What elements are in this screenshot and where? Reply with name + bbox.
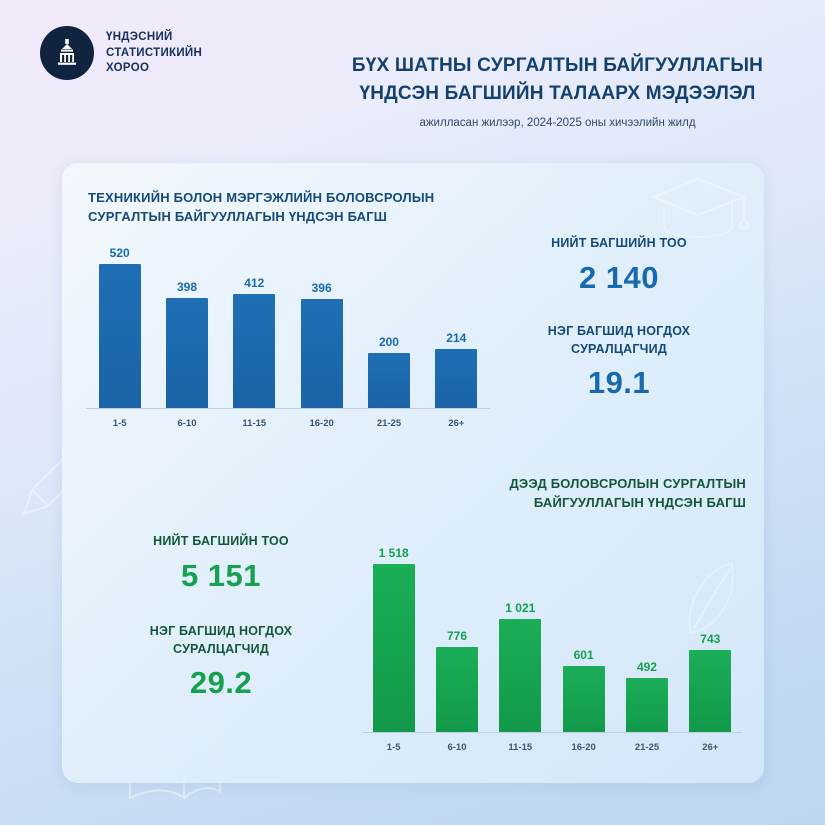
higher-title-line-2: БАЙГУУЛЛАГЫН ҮНДСЭН БАГШ: [533, 494, 746, 510]
header: [0, 0, 825, 129]
higher-ratio-label: [86, 623, 356, 658]
bar-value: 743: [700, 632, 721, 646]
bar-value: 776: [446, 629, 467, 643]
bar-column: [423, 219, 490, 409]
bar: [435, 349, 477, 409]
higher-bars: [362, 503, 742, 733]
logo-text: [106, 26, 202, 77]
x-tick: 11-15: [242, 418, 267, 429]
bar-value: 214: [446, 331, 467, 345]
bar: [368, 353, 410, 409]
bar-column: [615, 503, 678, 733]
tvet-ratio-value: 19.1: [587, 365, 651, 400]
bar: [689, 650, 731, 733]
tvet-title-line-2: СУРГАЛТЫН БАЙГУУЛЛАГЫН ҮНДСЭН БАГШ: [88, 208, 388, 224]
bar-column: [425, 503, 488, 733]
title-line-2: ҮНДСЭН БАГШИЙН ТАЛААРХ МЭДЭЭЛЭЛ: [359, 82, 756, 104]
x-tick: 1-5: [386, 742, 401, 753]
bar-column: [355, 219, 422, 409]
bar-value: 1 518: [378, 546, 409, 560]
bar: [436, 647, 478, 733]
tvet-ratio-label: [492, 323, 746, 358]
bar: [166, 298, 208, 409]
x-tick: 21-25: [376, 418, 402, 429]
bar-column: [86, 219, 153, 409]
bar-column: [679, 503, 742, 733]
bar-value: 520: [109, 246, 130, 260]
bar-value: 200: [378, 335, 399, 349]
x-tick: 1-5: [112, 418, 127, 429]
bar: [563, 666, 605, 733]
tvet-ratio-label-line-1: НЭГ БАГШИД НОГДОХ: [547, 324, 691, 338]
bar-value: 1 021: [505, 601, 536, 615]
page-title: [340, 26, 775, 129]
x-tick: 21-25: [634, 742, 660, 753]
tvet-ratio-label-line-2: СУРАЛЦАГЧИД: [571, 341, 667, 356]
logo-line-2: СТАТИСТИКИЙН: [106, 46, 203, 59]
higher-total-label: НИЙТ БАГШИЙН ТОО: [153, 534, 289, 548]
higher-title-line-1: ДЭЭД БОЛОВСРОЛЫН СУРГАЛТЫН: [509, 476, 746, 491]
x-tick: 11-15: [508, 742, 533, 753]
bar: [301, 299, 343, 409]
page-subtitle: ажилласан жилээр, 2024-2025 оны хичээлийн жилд: [419, 117, 696, 130]
tvet-ratio-stat: [492, 323, 746, 401]
bar-column: [552, 503, 615, 733]
x-tick: 16-20: [309, 418, 334, 429]
bar-value: 396: [311, 281, 332, 295]
tvet-bars: [86, 219, 490, 409]
logo-line-3: ХОРОО: [106, 62, 150, 75]
higher-ratio-stat: [86, 623, 356, 701]
tvet-total-value: 2 140: [578, 259, 660, 295]
bar-value: 398: [176, 280, 197, 294]
bar-column: [362, 503, 425, 733]
higher-x-tick-labels: [362, 742, 742, 753]
higher-ratio-label-line-2: СУРАЛЦАГЧИД: [173, 641, 269, 656]
bar: [499, 619, 541, 733]
tvet-bar-chart: [86, 241, 490, 431]
logo: [40, 26, 340, 80]
bar: [373, 564, 415, 733]
x-axis: [362, 732, 742, 733]
bar: [233, 294, 275, 409]
bar-column: [221, 219, 288, 409]
bar-value: 412: [244, 276, 265, 290]
bar-column: [489, 503, 552, 733]
tvet-total-stat: [492, 235, 746, 296]
nso-emblem-icon: [40, 26, 94, 80]
x-tick: 16-20: [571, 742, 596, 753]
higher-ratio-label-line-1: НЭГ БАГШИД НОГДОХ: [149, 624, 293, 638]
tvet-total-label: НИЙТ БАГШИЙН ТОО: [551, 236, 687, 250]
x-tick: 6-10: [177, 418, 197, 429]
x-tick: 6-10: [447, 742, 467, 753]
bar: [99, 264, 141, 409]
tvet-x-tick-labels: [86, 418, 490, 429]
bar-value: 601: [573, 648, 594, 662]
higher-total-stat: [86, 533, 356, 594]
bar: [626, 678, 668, 733]
higher-bar-chart: [362, 525, 742, 755]
bar-column: [153, 219, 220, 409]
x-tick: 26+: [448, 418, 465, 429]
bar-value: 492: [636, 660, 657, 674]
x-tick: 26+: [702, 742, 719, 753]
higher-ratio-value: 29.2: [189, 665, 253, 700]
logo-line-1: ҮНДЭСНИЙ: [106, 31, 173, 43]
higher-total-value: 5 151: [180, 557, 262, 593]
bar-column: [288, 219, 355, 409]
tvet-title-line-1: ТЕХНИКИЙН БОЛОН МЭРГЭЖЛИЙН БОЛОВСРОЛЫН: [88, 190, 435, 205]
x-axis: [86, 408, 490, 409]
content-card: [62, 163, 764, 783]
title-line-1: БҮХ ШАТНЫ СУРГАЛТЫН БАЙГУУЛЛАГЫН: [351, 55, 764, 76]
